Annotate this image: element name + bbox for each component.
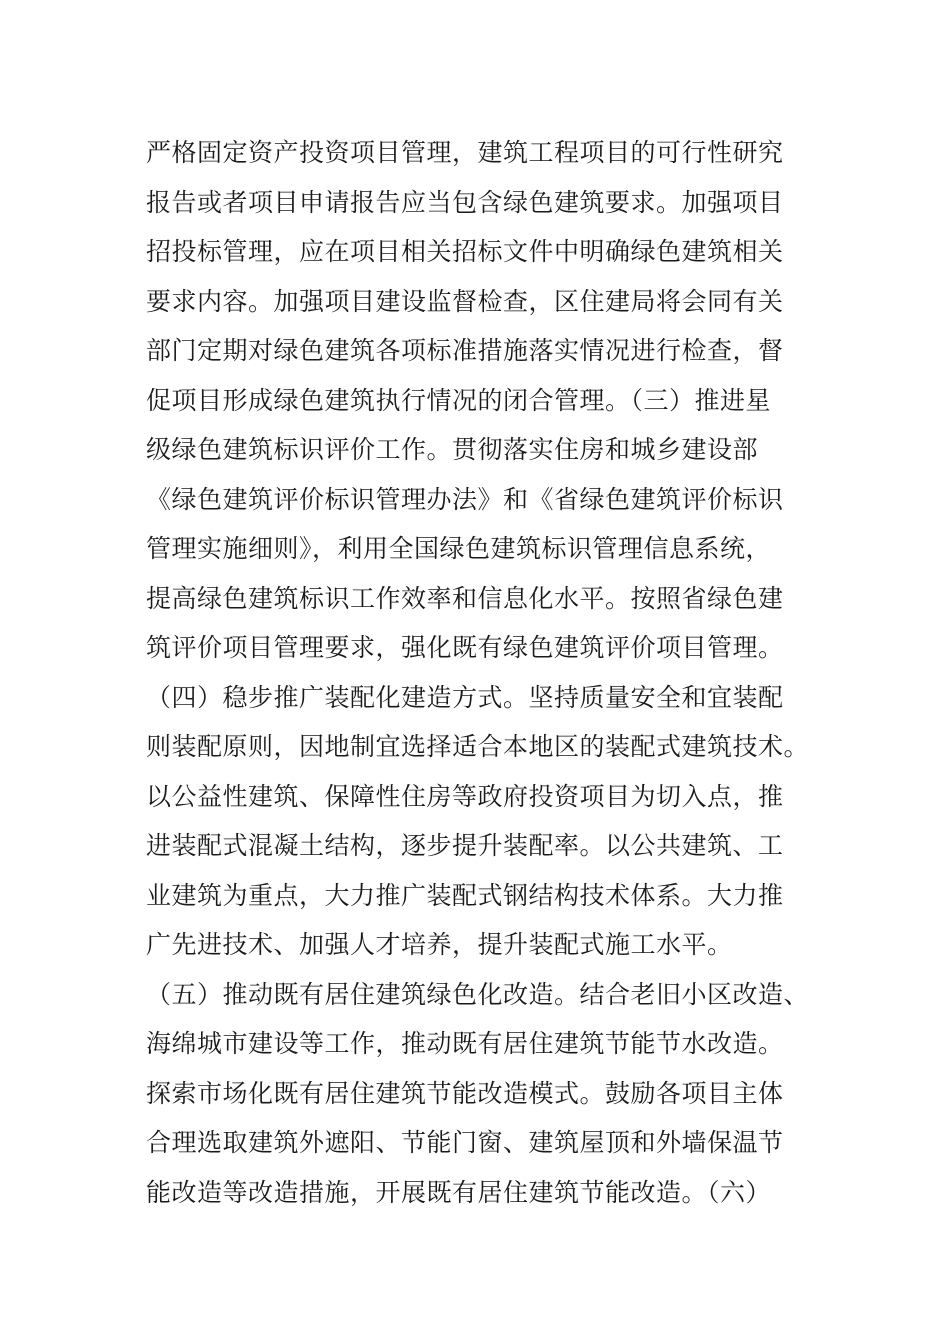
text-line: 广先进技术、加强人才培养，提升装配式施工水平。 bbox=[146, 930, 733, 959]
text-line: （四）稳步推广装配化建造方式。坚持质量安全和宜装配 bbox=[146, 682, 784, 712]
text-line: 《绿色建筑评价标识管理办法》和《省绿色建筑评价标识 bbox=[146, 484, 784, 514]
text-line: 能改造等改造措施，开展既有居住建筑节能改造。（六） bbox=[146, 1177, 772, 1207]
text-line: 则装配原则，因地制宜选择适合本地区的装配式建筑技术。 bbox=[146, 732, 810, 761]
text-line: 提高绿色建筑标识工作效率和信息化水平。按照省绿色建 bbox=[146, 583, 784, 613]
text-line: 筑评价项目管理要求，强化既有绿色建筑评价项目管理。 bbox=[146, 633, 784, 662]
text-line: 探索市场化既有居住建筑节能改造模式。鼓励各项目主体 bbox=[146, 1078, 784, 1108]
text-line: 以公益性建筑、保障性住房等政府投资项目为切入点，推 bbox=[146, 781, 784, 811]
text-line: 报告或者项目申请报告应当包含绿色建筑要求。加强项目 bbox=[146, 187, 784, 217]
text-line: 部门定期对绿色建筑各项标准措施落实情况进行检查，督 bbox=[146, 336, 784, 365]
text-line: 合理选取建筑外遮阳、节能门窗、建筑屋顶和外墙保温节 bbox=[146, 1128, 784, 1157]
text-line: 海绵城市建设等工作，推动既有居住建筑节能节水改造。 bbox=[146, 1029, 784, 1058]
body-text bbox=[146, 128, 846, 1217]
text-line: 管理实施细则》，利用全国绿色建筑标识管理信息系统， bbox=[146, 534, 772, 563]
text-line: 业建筑为重点，大力推广装配式钢结构技术体系。大力推 bbox=[146, 880, 784, 910]
text-line: 进装配式混凝土结构，逐步提升装配率。以公共建筑、工 bbox=[146, 831, 784, 860]
text-line: （五）推动既有居住建筑绿色化改造。结合老旧小区改造、 bbox=[146, 979, 810, 1009]
text-line: 要求内容。加强项目建设监督检查，区住建局将会同有关 bbox=[146, 286, 784, 316]
text-line: 促项目形成绿色建筑执行情况的闭合管理。（三）推进星 bbox=[146, 385, 772, 415]
text-line: 招投标管理，应在项目相关招标文件中明确绿色建筑相关 bbox=[146, 237, 784, 266]
text-line: 严格固定资产投资项目管理，建筑工程项目的可行性研究 bbox=[146, 138, 784, 167]
text-line: 级绿色建筑标识评价工作。贯彻落实住房和城乡建设部 bbox=[146, 435, 759, 464]
